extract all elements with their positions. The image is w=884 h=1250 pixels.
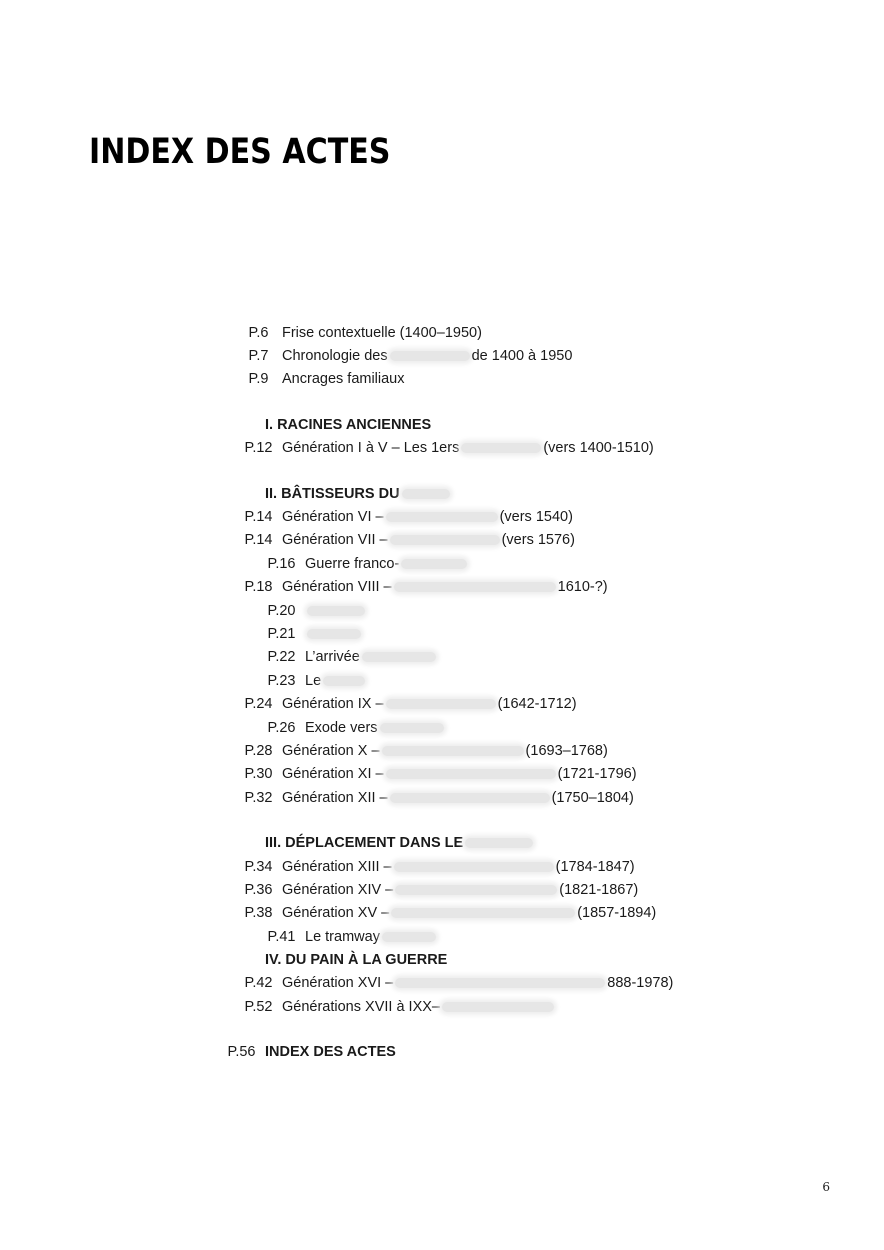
toc-entry-title: Génération VII – — [282, 532, 388, 549]
redacted-text — [394, 862, 554, 872]
toc-entry-tail: (1721-1796) — [557, 766, 637, 783]
toc-entry-title: Génération X – — [282, 742, 380, 759]
redacted-text — [390, 793, 550, 803]
toc-entry — [218, 669, 778, 692]
toc-entry — [218, 505, 778, 528]
redacted-text — [461, 443, 541, 453]
toc-entry-title: Génération XVI – — [282, 975, 394, 992]
toc-page-ref: P.14 — [244, 509, 273, 526]
toc-entry-title: Génération VI – — [282, 509, 384, 526]
section-heading — [218, 948, 778, 971]
section-heading — [218, 831, 778, 854]
toc-entry-tail: 888-1978) — [607, 975, 674, 992]
toc-entry-title: Le — [305, 672, 322, 689]
redacted-text — [380, 723, 444, 733]
toc-entry — [218, 902, 778, 925]
toc-page-ref: P.6 — [248, 324, 269, 341]
redacted-text — [390, 351, 470, 361]
toc-page-ref: P.30 — [244, 766, 273, 783]
section-heading — [218, 413, 778, 436]
toc-page-ref: P.21 — [267, 625, 296, 642]
section-title: II. BÂTISSEURS DU — [265, 485, 400, 502]
toc-entry-title: Frise contextuelle (1400–1950) — [282, 324, 482, 341]
toc-entry-title: Génération XIV – — [282, 881, 394, 898]
redacted-text — [386, 769, 556, 779]
redacted-text — [382, 746, 524, 756]
redacted-text — [395, 978, 605, 988]
toc-entry — [218, 321, 778, 344]
toc-page-ref: P.36 — [244, 881, 273, 898]
toc-page-ref: P.26 — [267, 719, 296, 736]
redacted-text — [382, 932, 436, 942]
toc-page-ref: P.23 — [267, 672, 296, 689]
redacted-text — [394, 582, 556, 592]
toc-entry-tail: (1693–1768) — [525, 742, 608, 759]
toc-entry-title: INDEX DES ACTES — [265, 1044, 396, 1061]
toc-entry-tail: (vers 1540) — [499, 509, 573, 526]
toc-page-ref: P.7 — [248, 348, 269, 365]
toc-page-ref: P.24 — [244, 696, 273, 713]
toc-entry — [218, 437, 778, 460]
toc-page-ref: P.16 — [267, 555, 296, 572]
toc-entry — [218, 855, 778, 878]
toc-page-ref: P.18 — [244, 579, 273, 596]
toc-entry — [218, 599, 778, 622]
toc-page-ref: P.42 — [244, 975, 273, 992]
toc-entry-tail: (1642-1712) — [497, 696, 577, 713]
toc-entry-title: Génération IX – — [282, 696, 384, 713]
redacted-text — [323, 676, 365, 686]
toc-entry-title: Génération VIII – — [282, 579, 392, 596]
toc-entry-tail: (vers 1576) — [501, 532, 575, 549]
toc-entry — [218, 576, 778, 599]
redacted-text — [390, 535, 500, 545]
toc-page-ref: P.9 — [248, 371, 269, 388]
toc-entry — [218, 344, 778, 367]
toc-entry — [218, 692, 778, 715]
toc-entry-tail: (vers 1400-1510) — [543, 440, 654, 457]
redacted-text — [465, 838, 533, 848]
toc-entry-tail: (1750–1804) — [551, 789, 634, 806]
toc-page-ref: P.56 — [227, 1044, 256, 1061]
toc-page-ref: P.52 — [244, 998, 273, 1015]
redacted-text — [307, 606, 365, 616]
toc-entry-tail: (1821-1867) — [559, 881, 639, 898]
toc-entry — [218, 786, 778, 809]
toc-entry-title: L’arrivée — [305, 649, 360, 666]
toc-entry-title: Exode vers — [305, 719, 378, 736]
section-title: III. DÉPLACEMENT DANS LE — [265, 835, 464, 852]
toc-entry-title: Génération I à V – Les 1ers — [282, 440, 460, 457]
toc-entry-title: Génération XIII – — [282, 858, 392, 875]
toc-entry-title: Le tramway — [305, 928, 380, 945]
section-title: IV. DU PAIN À LA GUERRE — [265, 952, 448, 969]
redacted-text — [307, 629, 361, 639]
toc-entry — [218, 995, 778, 1018]
redacted-text — [402, 489, 450, 499]
redacted-text — [386, 699, 496, 709]
toc-page-ref: P.20 — [267, 602, 296, 619]
toc-entry-title: Ancrages familiaux — [282, 371, 405, 388]
toc-entry — [218, 622, 778, 645]
toc-entry-index — [218, 1041, 778, 1064]
redacted-text — [442, 1002, 554, 1012]
redacted-text — [401, 559, 467, 569]
toc-entry — [218, 716, 778, 739]
page-title: INDEX DES ACTES — [89, 132, 391, 172]
redacted-text — [362, 652, 436, 662]
toc-page-ref: P.32 — [244, 789, 273, 806]
toc-entry — [218, 878, 778, 901]
section-heading — [218, 482, 778, 505]
toc-page-ref: P.12 — [244, 440, 273, 457]
toc-entry — [218, 972, 778, 995]
page-number: 6 — [822, 1180, 830, 1194]
toc-entry — [218, 552, 778, 575]
section-title: I. RACINES ANCIENNES — [265, 416, 432, 433]
toc-entry-title: Chronologie des — [282, 348, 388, 365]
toc-page-ref: P.34 — [244, 858, 273, 875]
toc-page-ref: P.14 — [244, 532, 273, 549]
toc-entry-title: Génération XV – — [282, 905, 390, 922]
toc-entry — [218, 529, 778, 552]
toc-page-ref: P.41 — [267, 928, 296, 945]
toc-page-ref: P.28 — [244, 742, 273, 759]
toc-entry-title: Guerre franco- — [305, 555, 400, 572]
redacted-text — [391, 908, 575, 918]
table-of-contents — [218, 321, 778, 1064]
toc-page-ref: P.22 — [267, 649, 296, 666]
toc-page-ref: P.38 — [244, 905, 273, 922]
toc-entry — [218, 368, 778, 391]
toc-entry-title: Générations XVII à IXX– — [282, 998, 440, 1015]
toc-entry — [218, 763, 778, 786]
toc-entry-title: Génération XI – — [282, 766, 384, 783]
toc-entry-tail: (1857-1894) — [577, 905, 657, 922]
toc-entry-tail: (1784-1847) — [555, 858, 635, 875]
toc-entry-tail: de 1400 à 1950 — [471, 348, 573, 365]
toc-entry-tail: 1610-?) — [557, 579, 608, 596]
toc-entry — [218, 646, 778, 669]
toc-entry — [218, 925, 778, 948]
toc-entry-title: Génération XII – — [282, 789, 388, 806]
redacted-text — [395, 885, 557, 895]
redacted-text — [386, 512, 498, 522]
toc-entry — [218, 739, 778, 762]
